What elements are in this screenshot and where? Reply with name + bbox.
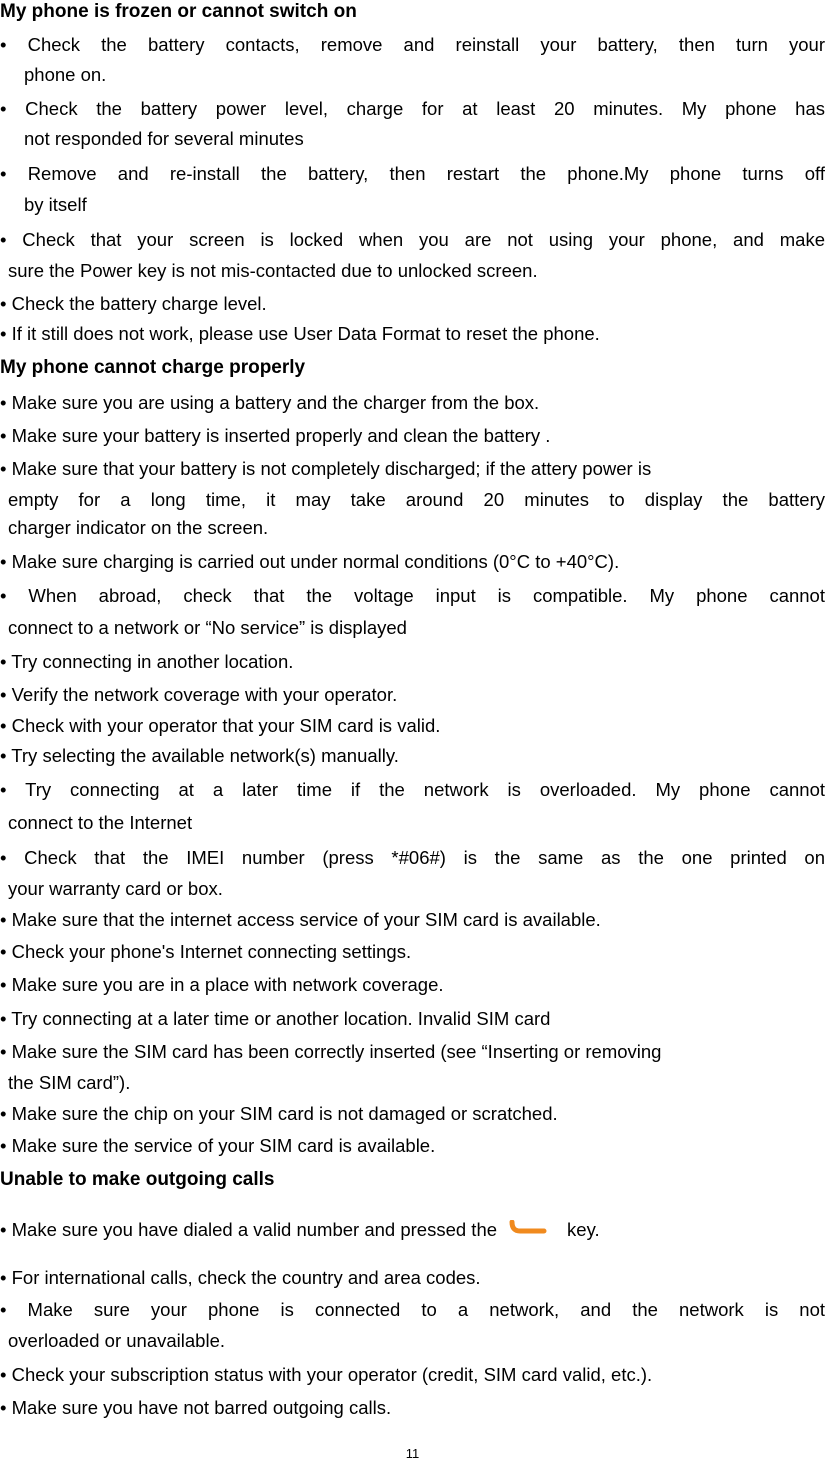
bullet-charge-5-cont: connect to a network or “No service” is displayed	[8, 617, 407, 638]
bullet-frozen-3: • Remove and re-install the battery, then restart the phone.My phone turns off	[0, 163, 825, 184]
bullet-charge-3-cont: empty for a long time, it may take around 20 minutes to display the battery	[8, 489, 825, 510]
bullet-network-5: • Try connecting at a later time if the network is overloaded. My phone cannot	[0, 779, 825, 800]
bullet-charge-3: • Make sure that your battery is not completely discharged; if the attery power is	[0, 458, 652, 479]
bullet-frozen-3-cont: by itself	[24, 194, 87, 215]
bullet-frozen-2-cont: not responded for several minutes	[24, 128, 304, 149]
bullet-outgoing-1-key: key.	[567, 1219, 600, 1240]
bullet-charge-3-cont2: charger indicator on the screen.	[8, 517, 269, 538]
bullet-internet-3: • Check your phone's Internet connecting settings.	[0, 941, 412, 962]
heading-frozen: My phone is frozen or cannot switch on	[0, 1, 357, 22]
bullet-sim-2: • Make sure the chip on your SIM card is not damaged or scratched.	[0, 1103, 558, 1124]
bullet-frozen-6: • If it still does not work, please use User Data Format to reset the phone.	[0, 323, 600, 344]
page-number: 11	[405, 1446, 420, 1461]
bullet-internet-2: • Make sure that the internet access service of your SIM card is available.	[0, 909, 601, 930]
bullet-frozen-4: • Check that your screen is locked when you are not using your phone, and make	[0, 229, 825, 250]
bullet-outgoing-2: • For international calls, check the country and area codes.	[0, 1267, 481, 1288]
bullet-internet-4: • Make sure you are in a place with network coverage.	[0, 974, 444, 995]
bullet-network-3: • Check with your operator that your SIM card is valid.	[0, 715, 441, 736]
bullet-internet-1: • Check that the IMEI number (press *#06#) is the same as the one printed on	[0, 847, 825, 868]
heading-outgoing: Unable to make outgoing calls	[0, 1169, 275, 1190]
bullet-charge-2: • Make sure your battery is inserted properly and clean the battery .	[0, 425, 551, 446]
bullet-sim-3: • Make sure the service of your SIM card is available.	[0, 1135, 436, 1156]
call-key-icon	[509, 1220, 547, 1238]
bullet-outgoing-1	[0, 1218, 825, 1242]
bullet-internet-1-cont: your warranty card or box.	[8, 878, 223, 899]
bullet-sim-1: • Make sure the SIM card has been correctly inserted (see “Inserting or removing	[0, 1041, 662, 1062]
bullet-outgoing-4: • Check your subscription status with your operator (credit, SIM card valid, etc.).	[0, 1364, 653, 1385]
heading-charge: My phone cannot charge properly	[0, 357, 306, 378]
bullet-internet-5: • Try connecting at a later time or another location. Invalid SIM card	[0, 1008, 551, 1029]
bullet-network-4: • Try selecting the available network(s) manually.	[0, 745, 399, 766]
bullet-outgoing-3: • Make sure your phone is connected to a network, and the network is not	[0, 1299, 825, 1320]
bullet-frozen-5: • Check the battery charge level.	[0, 293, 267, 314]
bullet-frozen-1: • Check the battery contacts, remove and reinstall your battery, then turn your	[0, 34, 825, 55]
bullet-charge-1: • Make sure you are using a battery and the charger from the box.	[0, 392, 540, 413]
bullet-outgoing-3-cont: overloaded or unavailable.	[8, 1330, 226, 1351]
bullet-outgoing-1-text: • Make sure you have dialed a valid number and pressed the	[0, 1219, 498, 1240]
bullet-frozen-4-cont: sure the Power key is not mis-contacted due to unlocked screen.	[8, 260, 538, 281]
bullet-charge-4: • Make sure charging is carried out under normal conditions (0°C to +40°C).	[0, 551, 620, 572]
bullet-network-2: • Verify the network coverage with your operator.	[0, 684, 398, 705]
bullet-sim-1-cont: the SIM card”).	[8, 1072, 131, 1093]
bullet-network-5-cont: connect to the Internet	[8, 812, 193, 833]
bullet-network-1: • Try connecting in another location.	[0, 651, 294, 672]
bullet-frozen-2: • Check the battery power level, charge for at least 20 minutes. My phone has	[0, 98, 825, 119]
bullet-charge-5: • When abroad, check that the voltage input is compatible. My phone cannot	[0, 585, 825, 606]
bullet-frozen-1-cont: phone on.	[24, 64, 107, 85]
bullet-outgoing-5: • Make sure you have not barred outgoing calls.	[0, 1397, 392, 1418]
